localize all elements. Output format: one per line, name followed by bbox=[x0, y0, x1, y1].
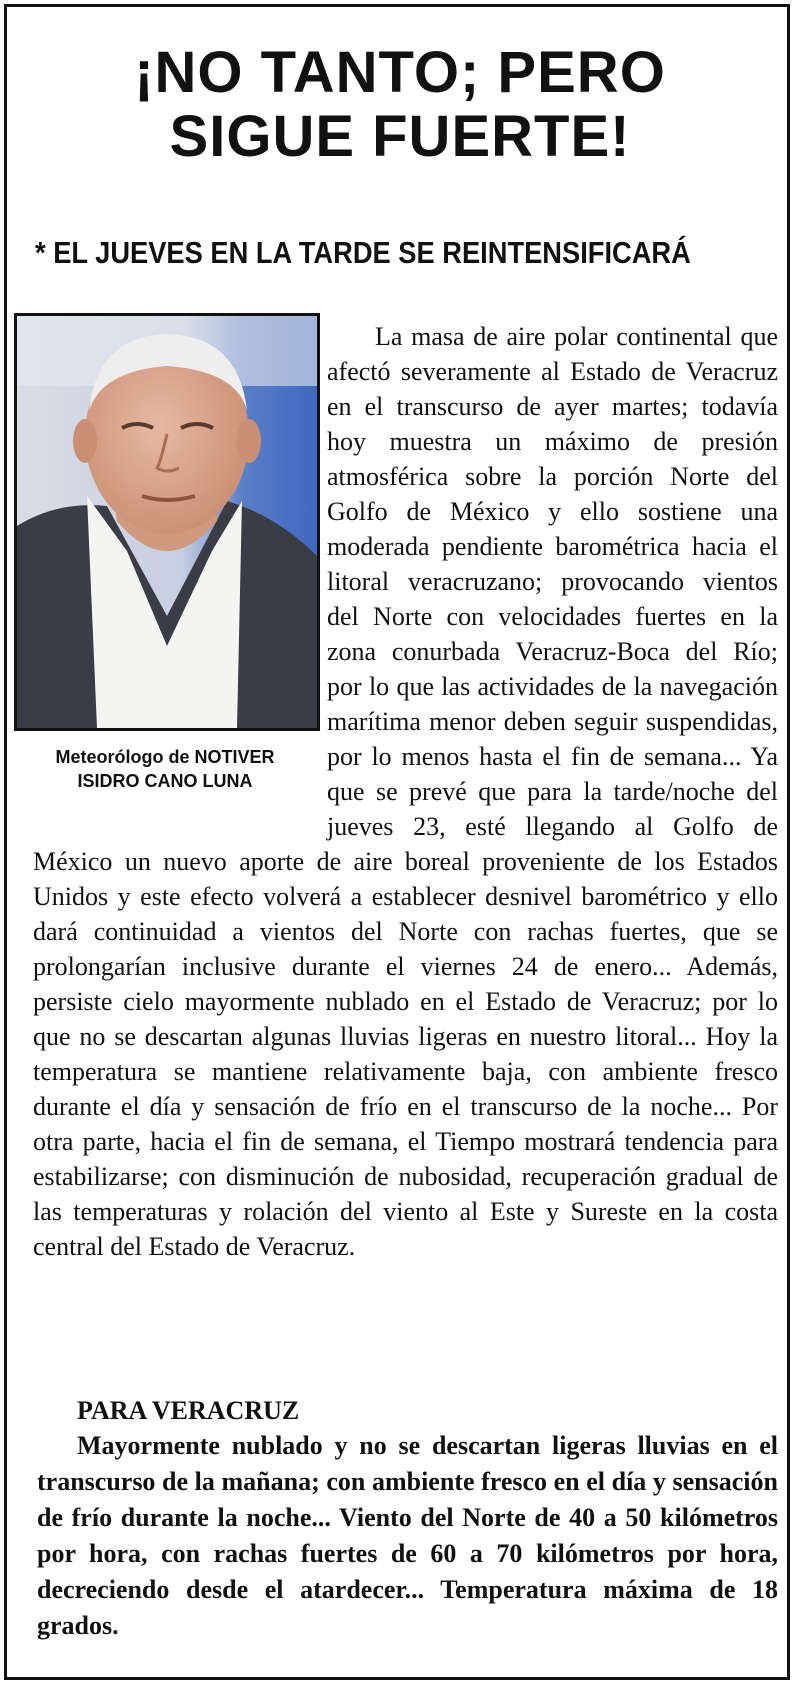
article-body bbox=[33, 319, 778, 1264]
headline-line-1: ¡NO TANTO; PERO bbox=[134, 40, 666, 105]
forecast-text bbox=[37, 1428, 778, 1644]
article-frame bbox=[4, 4, 790, 1680]
forecast-title: PARA VERACRUZ bbox=[77, 1396, 300, 1425]
photo-float-spacer bbox=[33, 319, 327, 821]
article-body-text: La masa de aire polar continental que afectó severamente al Estado de Veracruz en el transcurso de ayer martes; todavía hoy muestra un máximo de presión atmosférica sobre la porción Norte del Golfo de México y ello sostiene una moderada pendiente barométrica hacia el litoral veracruzano; provocando vientos del Norte con velocidades fuertes en la zona conurbada Veracruz-Boca del Río; por lo que las actividades de la navegación marítima menor deben seguir suspendidas, por lo menos hasta el fin de semana... Ya que se prevé que para la tarde/noche del jueves 23, esté llegando al Golfo de México un nuevo aporte de aire boreal proveniente de los Estados Unidos y este efecto volverá a establecer desnivel barométrico y ello dará continuidad a vientos del Norte con rachas fuertes, que se prolongarían inclusive durante el viernes 24 de enero... Además, persiste cielo mayormente nublado en el Estado de Veracruz; por lo que no se descartan algunas lluvias ligeras en nuestro litoral... Hoy la temperatura se mantiene relativamente baja, con ambiente fresco durante el día y sensación de frío en el transcurso de la noche... Por otra parte, hacia el fin de semana, el Tiempo mostrará tendencia para estabilizarse; con disminución de nubosidad, recuperación gradual de las temperaturas y rolación del viento al Este y Sureste en la costa central del Estado de Veracruz. bbox=[33, 322, 778, 1261]
caption-line-1: Meteorólogo de NOTIVER bbox=[55, 747, 275, 767]
subheadline: * EL JUEVES EN LA TARDE SE REINTENSIFICARÁ bbox=[35, 235, 691, 270]
caption-line-2: ISIDRO CANO LUNA bbox=[77, 771, 253, 791]
forecast-body-text: Mayormente nublado y no se descartan ligeras lluvias en el transcurso de la mañana; con ambiente fresco en el día y sensación de frío durante la noche... Viento del Norte de 40 a 50 kilómetros por hora, con rachas fuertes de 60 a 70 kilómetros por hora, decreciendo desde el atardecer... Temperatura máxima de 18 grados. bbox=[37, 1431, 778, 1640]
headline bbox=[7, 41, 793, 169]
headline-line-2: SIGUE FUERTE! bbox=[169, 104, 631, 169]
